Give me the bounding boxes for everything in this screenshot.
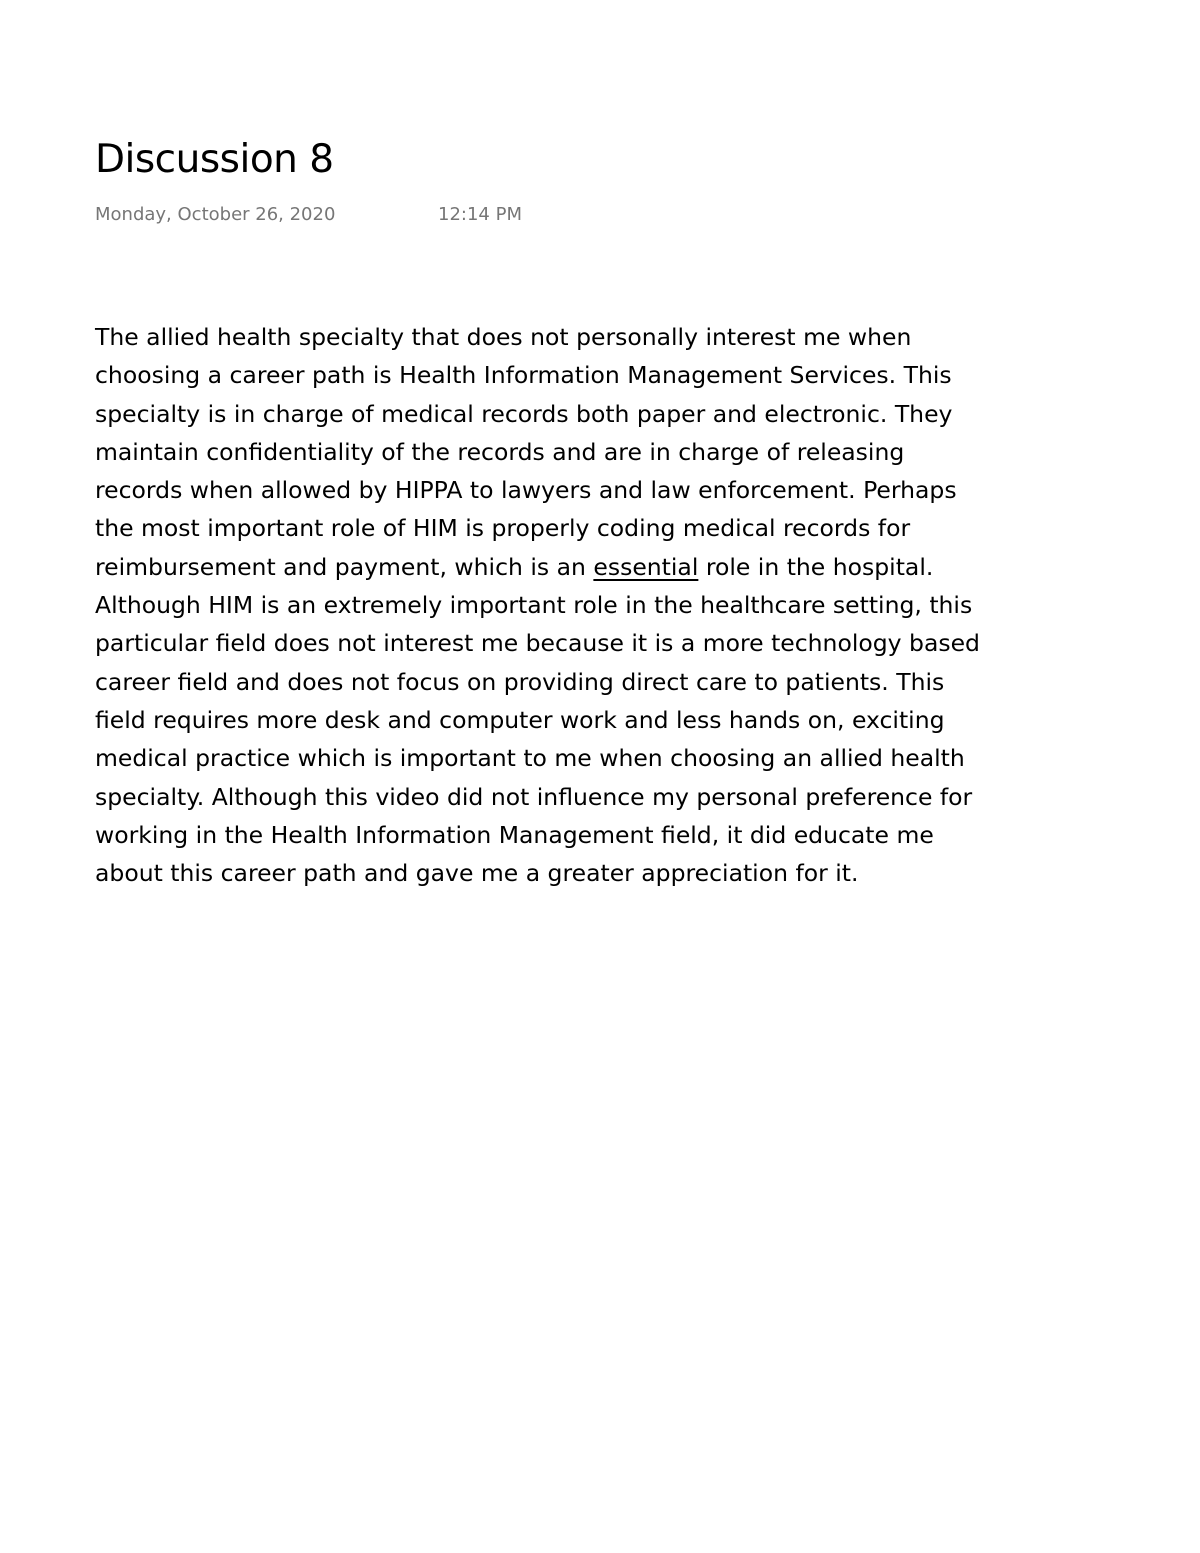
body-line: Although HIM is an extremely important role in the healthcare setting, this bbox=[95, 591, 973, 620]
body-line: the most important role of HIM is properly coding medical records for bbox=[95, 514, 911, 543]
page-date: Monday, October 26, 2020 bbox=[95, 204, 336, 225]
page-time: 12:14 PM bbox=[438, 204, 522, 225]
body-line: choosing a career path is Health Information Management Services. This bbox=[95, 361, 952, 390]
body-line: particular field does not interest me because it is a more technology based bbox=[95, 629, 980, 658]
body-line: records when allowed by HIPPA to lawyers and law enforcement. Perhaps bbox=[95, 476, 957, 505]
body-line: maintain confidentiality of the records and are in charge of releasing bbox=[95, 437, 905, 466]
body-line: working in the Health Information Management field, it did educate me bbox=[95, 820, 934, 849]
page-title: Discussion 8 bbox=[95, 137, 334, 182]
body-line: specialty is in charge of medical records both paper and electronic. They bbox=[95, 399, 953, 428]
page-metadata bbox=[95, 202, 522, 228]
body-text-segment: role in the hospital. bbox=[698, 552, 934, 581]
body-line: medical practice which is important to me when choosing an allied health bbox=[95, 744, 965, 773]
note-body bbox=[95, 318, 1105, 892]
body-line bbox=[95, 548, 1105, 586]
body-text-segment: reimbursement and payment, which is an bbox=[95, 552, 594, 581]
underlined-word: essential bbox=[593, 552, 699, 581]
body-line: specialty. Although this video did not influence my personal preference for bbox=[95, 782, 973, 811]
body-line: about this career path and gave me a greater appreciation for it. bbox=[95, 859, 859, 888]
body-line: field requires more desk and computer work and less hands on, exciting bbox=[95, 705, 945, 734]
body-line: The allied health specialty that does not personally interest me when bbox=[95, 323, 912, 351]
body-line: career field and does not focus on providing direct care to patients. This bbox=[95, 667, 945, 696]
